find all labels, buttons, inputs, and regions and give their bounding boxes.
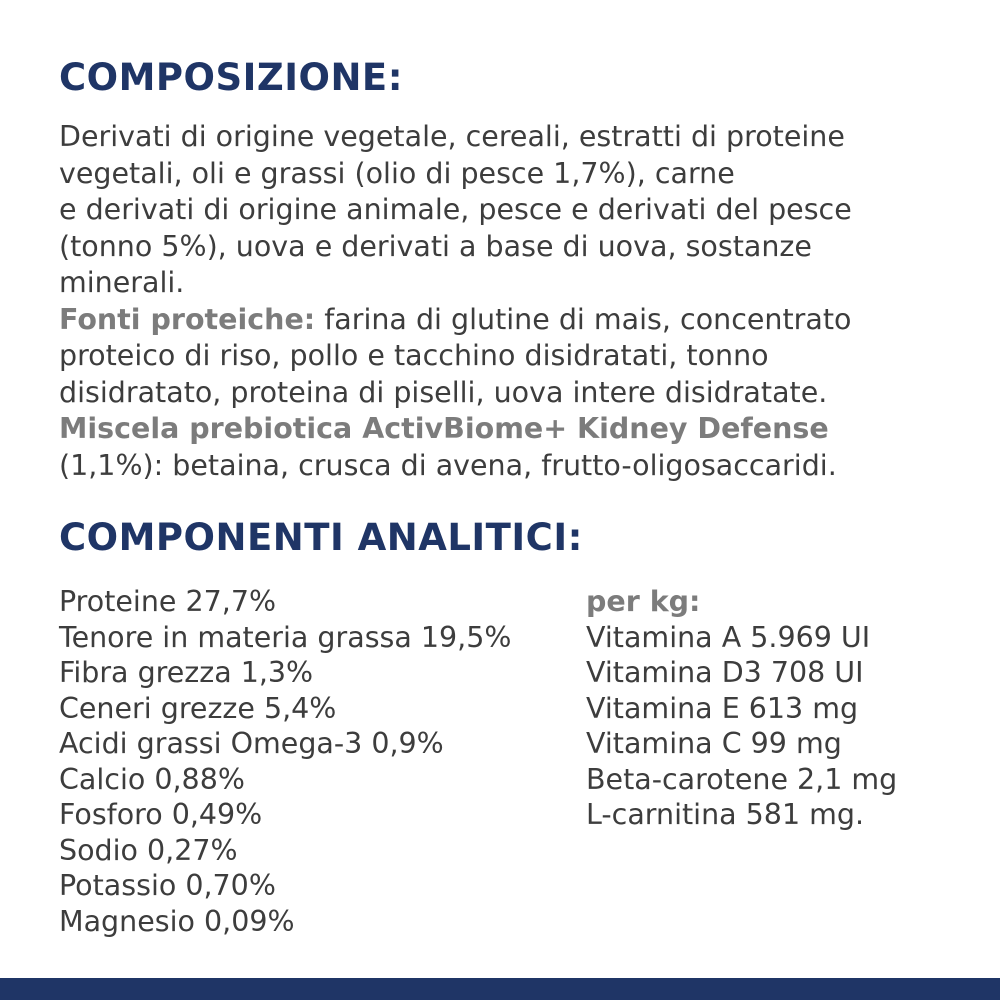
analytical-item: Potassio 0,70%: [59, 869, 276, 902]
per-kg-header: per kg:: [586, 585, 701, 618]
footer-bar: [0, 978, 1000, 1000]
composition-line: e derivati di origine animale, pesce e derivati del pesce: [59, 193, 852, 226]
vitamin-item: Vitamina D3 708 UI: [586, 656, 864, 689]
vitamin-item: Vitamina A 5.969 UI: [586, 620, 871, 654]
analytical-item: Acidi grassi Omega-3 0,9%: [59, 727, 444, 760]
analytical-item: Sodio 0,27%: [59, 833, 238, 867]
vitamin-item: Vitamina E 613 mg: [586, 691, 859, 725]
vitamin-item: L-carnitina 581 mg.: [586, 798, 865, 831]
analytical-item: Calcio 0,88%: [59, 762, 245, 796]
prebiotic-text: (1,1%): betaina, crusca di avena, frutto-oligosaccaridi.: [59, 448, 837, 482]
composition-line: Derivati di origine vegetale, cereali, estratti di proteine: [59, 120, 845, 153]
vitamin-item: Beta-carotene 2,1 mg: [586, 762, 898, 796]
protein-sources-line: [59, 302, 959, 339]
vitamin-list: [586, 584, 897, 833]
protein-sources-label: Fonti proteiche:: [59, 302, 316, 336]
analytical-item: Tenore in materia grassa 19,5%: [59, 620, 512, 654]
analytical-item: Fibra grezza 1,3%: [59, 656, 314, 689]
composition-heading: COMPOSIZIONE:: [59, 56, 403, 99]
protein-sources-text: farina di glutine di mais, concentrato: [315, 302, 852, 336]
composition-text: [59, 119, 959, 484]
analytical-list: [59, 584, 511, 939]
analytical-item: Proteine 27,7%: [59, 585, 277, 618]
analytical-item: Magnesio 0,09%: [59, 904, 295, 938]
composition-line: vegetali, oli e grassi (olio di pesce 1,7%), carne: [59, 156, 735, 190]
composition-line: minerali.: [59, 266, 185, 299]
vitamin-item: Vitamina C 99 mg: [586, 727, 842, 760]
analytical-heading: COMPONENTI ANALITICI:: [59, 516, 583, 559]
analytical-item: Ceneri grezze 5,4%: [59, 691, 337, 725]
composition-line: (tonno 5%), uova e derivati a base di uova, sostanze: [59, 229, 812, 263]
prebiotic-label: Miscela prebiotica ActivBiome+ Kidney Defense: [59, 412, 829, 445]
protein-sources-line: proteico di riso, pollo e tacchino disidratati, tonno: [59, 339, 769, 372]
analytical-item: Fosforo 0,49%: [59, 798, 263, 831]
protein-sources-line: disidratato, proteina di piselli, uova intere disidratate.: [59, 375, 828, 409]
